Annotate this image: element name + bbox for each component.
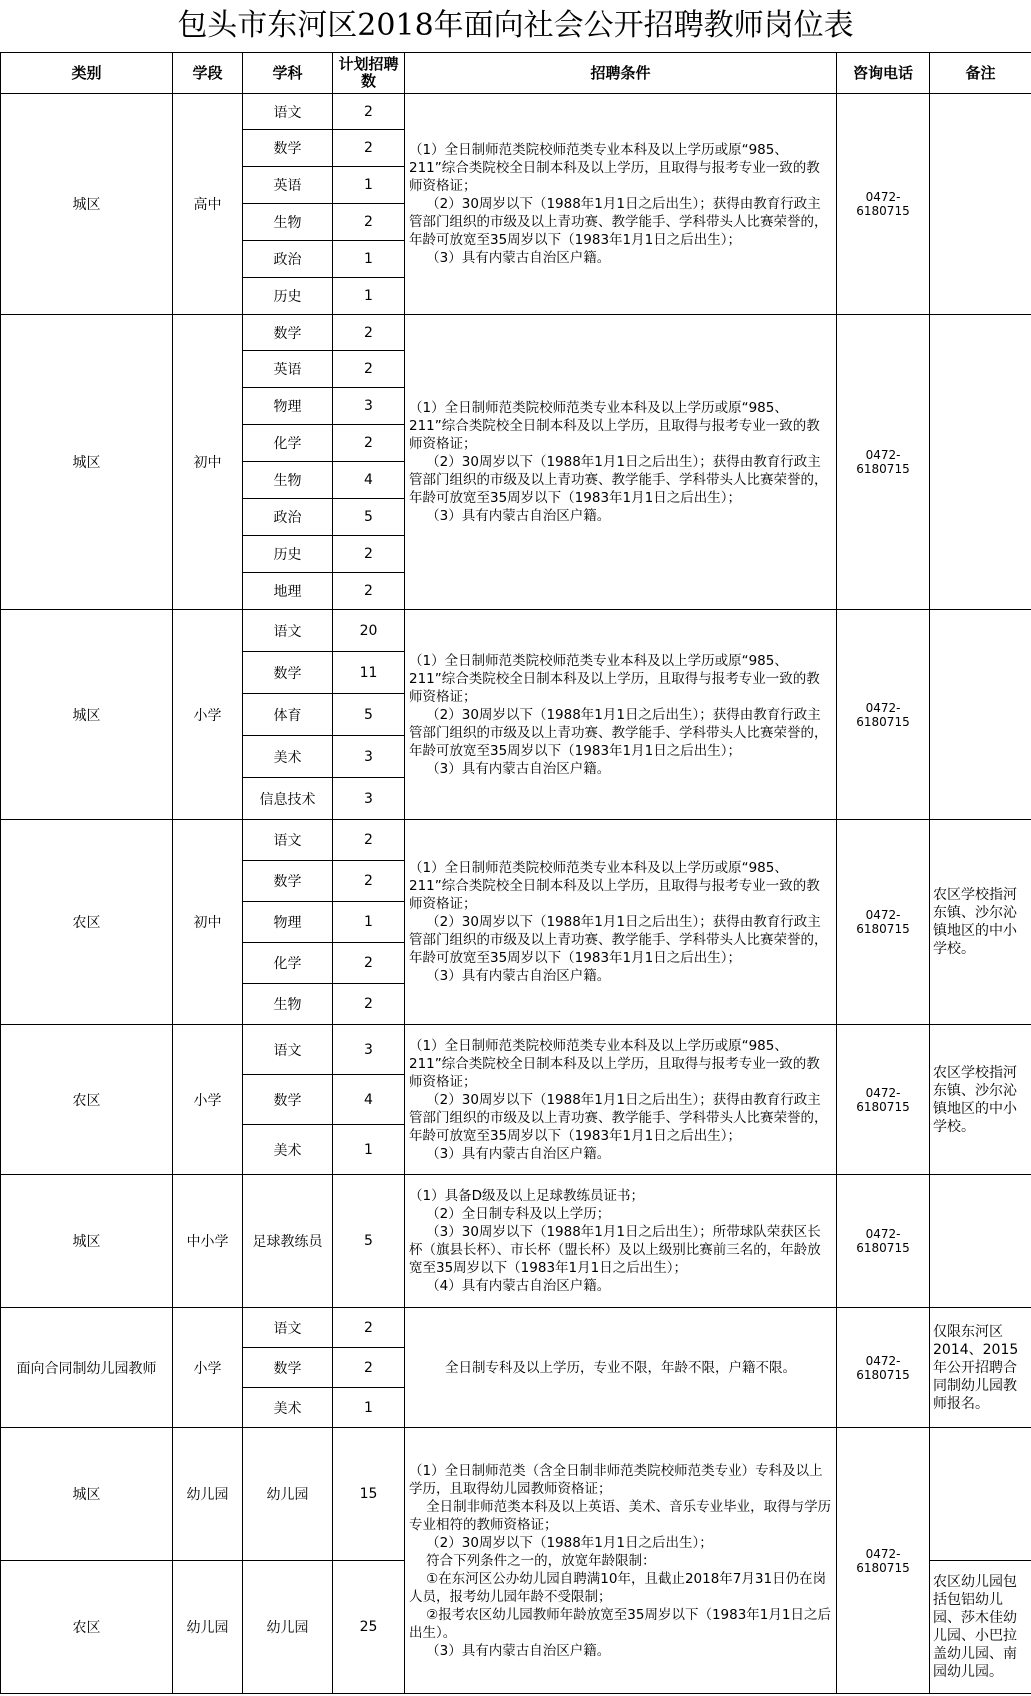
subject-cell: 物理 (243, 388, 333, 425)
category-cell: 面向合同制幼儿园教师 (1, 1308, 173, 1428)
header-plan-count: 计划招聘数 (333, 53, 405, 94)
subject-cell: 数学 (243, 315, 333, 351)
conditions-cell: （1）全日制师范类院校师范类专业本科及以上学历或原“985、211”综合类院校全日制本科及以上学历，且取得与报考专业一致的教师资格证； （2）30周岁以下（1988年1月1日之后出生）；获得由教育行政主管部门组织的市级及以上青功赛、教学能手、学科带头人比赛荣誉的，年龄可放宽至35周岁以下（1983年1月1日之后出生）； （3）具有内蒙古自治区户籍。 (405, 820, 837, 1025)
subject-cell: 历史 (243, 278, 333, 315)
subject-cell: 英语 (243, 351, 333, 388)
stage-cell: 初中 (173, 820, 243, 1025)
subject-cell: 政治 (243, 499, 333, 536)
subject-cell: 数学 (243, 1075, 333, 1125)
conditions-cell: （1）全日制师范类院校师范类专业本科及以上学历或原“985、211”综合类院校全日制本科及以上学历，且取得与报考专业一致的教师资格证； （2）30周岁以下（1988年1月1日之后出生）；获得由教育行政主管部门组织的市级及以上青功赛、教学能手、学科带头人比赛荣誉的，年龄可放宽至35周岁以下（1983年1月1日之后出生）； （3）具有内蒙古自治区户籍。 (405, 610, 837, 820)
count-cell: 2 (333, 315, 405, 351)
count-cell: 3 (333, 778, 405, 820)
conditions-cell: （1）全日制师范类（含全日制非师范类院校师范类专业）专科及以上学历，且取得幼儿园教师资格证； 全日制非师范类本科及以上英语、美术、音乐专业毕业，取得与学历专业相符的教师资格证； （2）30周岁以下（1988年1月1日之后出生）； 符合下列条件之一的，放宽年龄限制： ①在东河区公办幼儿园自聘满10年，且截止2018年7月31日仍在岗人员，报考幼儿园年龄不受限制； ②报考农区幼儿园教师年龄放宽至35周岁以下（1983年1月1日之后出生）。 （3）具有内蒙古自治区户籍。 (405, 1428, 837, 1694)
phone-cell: 0472-6180715 (837, 1308, 930, 1428)
stage-cell: 小学 (173, 1025, 243, 1175)
note-cell (930, 610, 1031, 820)
count-cell: 2 (333, 204, 405, 241)
note-cell: 农区幼儿园包括包铝幼儿园、莎木佳幼儿园、小巴拉盖幼儿园、南园幼儿园。 (930, 1561, 1031, 1694)
subject-cell: 生物 (243, 204, 333, 241)
count-cell: 2 (333, 536, 405, 573)
subject-cell: 生物 (243, 984, 333, 1025)
note-cell (930, 1175, 1031, 1308)
category-cell: 农区 (1, 1025, 173, 1175)
count-cell: 2 (333, 94, 405, 130)
header-conditions: 招聘条件 (405, 53, 837, 94)
table-row (1, 1308, 1031, 1348)
count-cell: 5 (333, 499, 405, 536)
subject-cell: 美术 (243, 1125, 333, 1175)
subject-cell: 美术 (243, 736, 333, 778)
count-cell: 2 (333, 984, 405, 1025)
category-cell: 城区 (1, 610, 173, 820)
count-cell: 1 (333, 1388, 405, 1428)
count-cell: 1 (333, 167, 405, 204)
category-cell: 城区 (1, 1428, 173, 1561)
note-cell: 农区学校指河东镇、沙尔沁镇地区的中小学校。 (930, 1025, 1031, 1175)
conditions-cell: （1）全日制师范类院校师范类专业本科及以上学历或原“985、211”综合类院校全日制本科及以上学历，且取得与报考专业一致的教师资格证； （2）30周岁以下（1988年1月1日之后出生）；获得由教育行政主管部门组织的市级及以上青功赛、教学能手、学科带头人比赛荣誉的，年龄可放宽至35周岁以下（1983年1月1日之后出生）； （3）具有内蒙古自治区户籍。 (405, 94, 837, 315)
note-cell (930, 315, 1031, 610)
stage-cell: 小学 (173, 610, 243, 820)
phone-cell: 0472-6180715 (837, 315, 930, 610)
conditions-cell: （1）全日制师范类院校师范类专业本科及以上学历或原“985、211”综合类院校全日制本科及以上学历，且取得与报考专业一致的教师资格证； （2）30周岁以下（1988年1月1日之后出生）；获得由教育行政主管部门组织的市级及以上青功赛、教学能手、学科带头人比赛荣誉的，年龄可放宽至35周岁以下（1983年1月1日之后出生）； （3）具有内蒙古自治区户籍。 (405, 315, 837, 610)
header-note: 备注 (930, 53, 1031, 94)
subject-cell: 物理 (243, 902, 333, 943)
subject-cell: 化学 (243, 943, 333, 984)
count-cell: 5 (333, 694, 405, 736)
table-row (1, 610, 1031, 652)
category-cell: 城区 (1, 315, 173, 610)
count-cell: 11 (333, 652, 405, 694)
subject-cell: 数学 (243, 652, 333, 694)
phone-cell: 0472-6180715 (837, 1175, 930, 1308)
table-row (1, 1025, 1031, 1075)
count-cell: 2 (333, 1348, 405, 1388)
phone-cell: 0472-6180715 (837, 610, 930, 820)
subject-cell: 信息技术 (243, 778, 333, 820)
count-cell: 2 (333, 130, 405, 167)
count-cell: 1 (333, 241, 405, 278)
count-cell: 2 (333, 820, 405, 861)
category-cell: 农区 (1, 1561, 173, 1694)
subject-cell: 政治 (243, 241, 333, 278)
subject-cell: 生物 (243, 462, 333, 499)
category-cell: 城区 (1, 94, 173, 315)
count-cell: 2 (333, 861, 405, 902)
note-cell: 农区学校指河东镇、沙尔沁镇地区的中小学校。 (930, 820, 1031, 1025)
note-cell: 仅限东河区2014、2015年公开招聘合同制幼儿园教师报名。 (930, 1308, 1031, 1428)
table-row (1, 1428, 1031, 1561)
count-cell: 1 (333, 278, 405, 315)
header-stage: 学段 (173, 53, 243, 94)
header-phone: 咨询电话 (837, 53, 930, 94)
phone-cell: 0472-6180715 (837, 1025, 930, 1175)
count-cell: 1 (333, 1125, 405, 1175)
count-cell: 2 (333, 943, 405, 984)
note-cell (930, 1428, 1031, 1561)
note-cell (930, 94, 1031, 315)
count-cell: 2 (333, 1308, 405, 1348)
stage-cell: 幼儿园 (173, 1428, 243, 1561)
count-cell: 3 (333, 736, 405, 778)
stage-cell: 小学 (173, 1308, 243, 1428)
subject-cell: 语文 (243, 1308, 333, 1348)
subject-cell: 幼儿园 (243, 1561, 333, 1694)
positions-table (0, 52, 1031, 1694)
count-cell: 15 (333, 1428, 405, 1561)
page-title: 包头市东河区2018年面向社会公开招聘教师岗位表 (177, 8, 854, 43)
count-cell: 2 (333, 573, 405, 610)
conditions-cell: （1）全日制师范类院校师范类专业本科及以上学历或原“985、211”综合类院校全日制本科及以上学历，且取得与报考专业一致的教师资格证； （2）30周岁以下（1988年1月1日之后出生）；获得由教育行政主管部门组织的市级及以上青功赛、教学能手、学科带头人比赛荣誉的，年龄可放宽至35周岁以下（1983年1月1日之后出生）； （3）具有内蒙古自治区户籍。 (405, 1025, 837, 1175)
phone-cell: 0472-6180715 (837, 94, 930, 315)
count-cell: 2 (333, 351, 405, 388)
subject-cell: 历史 (243, 536, 333, 573)
subject-cell: 数学 (243, 1348, 333, 1388)
subject-cell: 语文 (243, 820, 333, 861)
subject-cell: 化学 (243, 425, 333, 462)
conditions-cell: 全日制专科及以上学历，专业不限，年龄不限，户籍不限。 (405, 1308, 837, 1428)
count-cell: 2 (333, 425, 405, 462)
subject-cell: 语文 (243, 94, 333, 130)
count-cell: 1 (333, 902, 405, 943)
stage-cell: 高中 (173, 94, 243, 315)
count-cell: 4 (333, 1075, 405, 1125)
subject-cell: 英语 (243, 167, 333, 204)
subject-cell: 语文 (243, 610, 333, 652)
conditions-cell: （1）具备D级及以上足球教练员证书； （2）全日制专科及以上学历； （3）30周岁以下（1988年1月1日之后出生）；所带球队荣获区长杯（旗县长杯）、市长杯（盟长杯）及以上级别比赛前三名的，年龄放宽至35周岁以下（1983年1月1日之后出生）； （4）具有内蒙古自治区户籍。 (405, 1175, 837, 1308)
count-cell: 5 (333, 1175, 405, 1308)
subject-cell: 地理 (243, 573, 333, 610)
header-row (1, 53, 1031, 94)
subject-cell: 语文 (243, 1025, 333, 1075)
table-row (1, 94, 1031, 130)
subject-cell: 美术 (243, 1388, 333, 1428)
phone-cell: 0472-6180715 (837, 1428, 930, 1694)
count-cell: 3 (333, 388, 405, 425)
table-row (1, 1175, 1031, 1308)
count-cell: 4 (333, 462, 405, 499)
subject-cell: 幼儿园 (243, 1428, 333, 1561)
phone-cell: 0472-6180715 (837, 820, 930, 1025)
header-subject: 学科 (243, 53, 333, 94)
category-cell: 农区 (1, 820, 173, 1025)
stage-cell: 中小学 (173, 1175, 243, 1308)
count-cell: 3 (333, 1025, 405, 1075)
table-row (1, 315, 1031, 351)
table-row (1, 820, 1031, 861)
subject-cell: 数学 (243, 130, 333, 167)
category-cell: 城区 (1, 1175, 173, 1308)
count-cell: 25 (333, 1561, 405, 1694)
stage-cell: 幼儿园 (173, 1561, 243, 1694)
header-category: 类别 (1, 53, 173, 94)
subject-cell: 体育 (243, 694, 333, 736)
subject-cell: 足球教练员 (243, 1175, 333, 1308)
subject-cell: 数学 (243, 861, 333, 902)
count-cell: 20 (333, 610, 405, 652)
stage-cell: 初中 (173, 315, 243, 610)
